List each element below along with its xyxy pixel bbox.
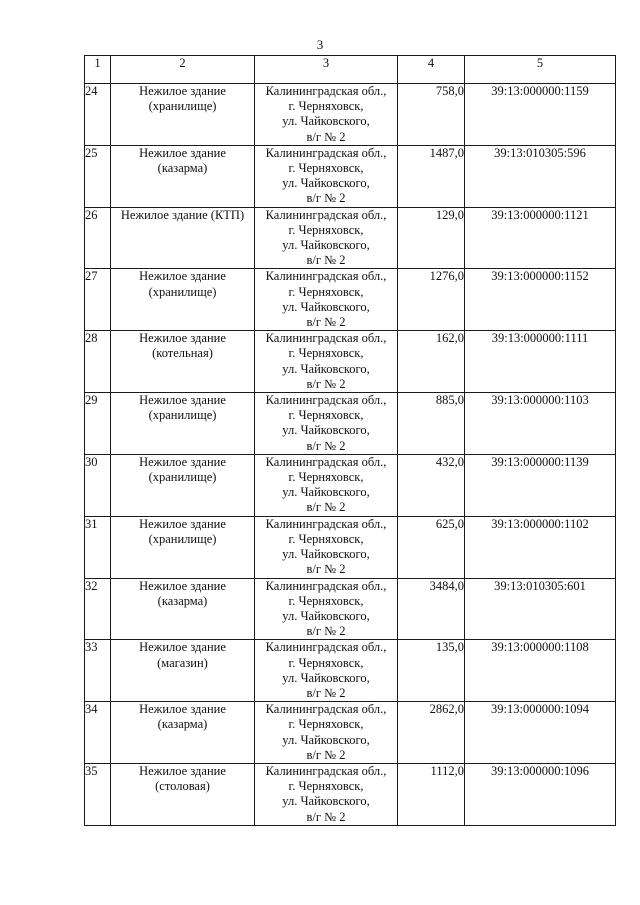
table-row xyxy=(85,454,616,516)
building-name-line: (казарма) xyxy=(157,717,208,732)
column-header-area: 4 xyxy=(398,56,465,84)
building-name-line: (котельная) xyxy=(152,346,213,361)
building-name xyxy=(111,331,255,393)
building-address xyxy=(255,331,398,393)
building-address-line: ул. Чайковского, xyxy=(282,732,370,747)
building-area: 162,0 xyxy=(398,331,465,393)
building-address-line: в/г № 2 xyxy=(306,562,346,577)
building-address xyxy=(255,454,398,516)
building-address-line: г. Черняховск, xyxy=(288,408,364,423)
cadastral-number: 39:13:000000:1103 xyxy=(465,393,616,455)
building-address xyxy=(255,578,398,640)
cadastral-number: 39:13:000000:1152 xyxy=(465,269,616,331)
row-number: 27 xyxy=(85,269,111,331)
building-name-line: Нежилое здание xyxy=(139,454,226,469)
building-address-line: Калининградская обл., xyxy=(265,578,387,593)
building-address-line: ул. Чайковского, xyxy=(282,423,370,438)
building-area: 3484,0 xyxy=(398,578,465,640)
building-address-line: ул. Чайковского, xyxy=(282,794,370,809)
cadastral-number: 39:13:000000:1096 xyxy=(465,763,616,825)
table-row xyxy=(85,763,616,825)
building-address-line: Калининградская обл., xyxy=(265,640,387,655)
building-address-line: ул. Чайковского, xyxy=(282,361,370,376)
row-number: 33 xyxy=(85,640,111,702)
building-address-line: в/г № 2 xyxy=(306,315,346,330)
building-address-line: г. Черняховск, xyxy=(288,717,364,732)
building-address-line: в/г № 2 xyxy=(306,376,346,391)
building-name-line: (хранилище) xyxy=(148,284,217,299)
building-name xyxy=(111,393,255,455)
building-address-line: Калининградская обл., xyxy=(265,145,387,160)
building-name-line: Нежилое здание xyxy=(139,640,226,655)
building-name-line: (хранилище) xyxy=(148,531,217,546)
building-name-line: (столовая) xyxy=(155,779,210,794)
building-name-line: Нежилое здание xyxy=(139,145,226,160)
page-number: 3 xyxy=(316,37,324,52)
building-name-line: Нежилое здание xyxy=(139,84,226,98)
building-address-line: в/г № 2 xyxy=(306,438,346,453)
building-address-line: ул. Чайковского, xyxy=(282,176,370,191)
building-name xyxy=(111,640,255,702)
building-area: 2862,0 xyxy=(398,702,465,764)
table-row xyxy=(85,331,616,393)
building-address-line: г. Черняховск, xyxy=(288,593,364,608)
building-name-line: (казарма) xyxy=(157,161,208,176)
building-address-line: в/г № 2 xyxy=(306,129,346,144)
building-address-line: Калининградская обл., xyxy=(265,331,387,346)
building-area: 885,0 xyxy=(398,393,465,455)
building-area: 135,0 xyxy=(398,640,465,702)
building-name-line: Нежилое здание xyxy=(139,331,226,346)
row-number: 31 xyxy=(85,516,111,578)
property-registry-table xyxy=(84,55,616,826)
table-row xyxy=(85,269,616,331)
building-address-line: г. Черняховск, xyxy=(288,346,364,361)
table-row xyxy=(85,207,616,269)
building-name-line: Нежилое здание (КТП) xyxy=(120,207,245,222)
cadastral-number: 39:13:000000:1159 xyxy=(465,84,616,146)
building-name-line: Нежилое здание xyxy=(139,516,226,531)
building-address-line: в/г № 2 xyxy=(306,685,346,700)
building-address xyxy=(255,84,398,146)
row-number: 29 xyxy=(85,393,111,455)
building-address-line: Калининградская обл., xyxy=(265,84,387,98)
row-number: 26 xyxy=(85,207,111,269)
building-address-line: г. Черняховск, xyxy=(288,531,364,546)
building-address-line: г. Черняховск, xyxy=(288,222,364,237)
building-address-line: г. Черняховск, xyxy=(288,470,364,485)
building-name-line: Нежилое здание xyxy=(139,578,226,593)
building-area: 432,0 xyxy=(398,454,465,516)
table-row xyxy=(85,145,616,207)
row-number: 32 xyxy=(85,578,111,640)
building-name-line: Нежилое здание xyxy=(139,393,226,408)
cadastral-number: 39:13:000000:1108 xyxy=(465,640,616,702)
row-number: 34 xyxy=(85,702,111,764)
building-name xyxy=(111,145,255,207)
building-address xyxy=(255,763,398,825)
building-name-line: (хранилище) xyxy=(148,99,217,114)
cadastral-number: 39:13:000000:1139 xyxy=(465,454,616,516)
building-address-line: г. Черняховск, xyxy=(288,655,364,670)
building-name-line: Нежилое здание xyxy=(139,763,226,778)
table-row xyxy=(85,516,616,578)
building-address xyxy=(255,269,398,331)
building-name xyxy=(111,763,255,825)
building-address-line: ул. Чайковского, xyxy=(282,608,370,623)
building-address xyxy=(255,516,398,578)
building-name-line: (магазин) xyxy=(157,655,208,670)
table-row xyxy=(85,702,616,764)
cadastral-number: 39:13:010305:596 xyxy=(465,145,616,207)
column-header-name: 2 xyxy=(111,56,255,84)
building-address xyxy=(255,145,398,207)
building-name xyxy=(111,578,255,640)
building-address-line: ул. Чайковского, xyxy=(282,114,370,129)
building-address xyxy=(255,393,398,455)
building-name xyxy=(111,516,255,578)
row-number: 30 xyxy=(85,454,111,516)
table-row xyxy=(85,84,616,146)
building-name xyxy=(111,207,255,269)
building-address-line: в/г № 2 xyxy=(306,624,346,639)
cadastral-number: 39:13:000000:1121 xyxy=(465,207,616,269)
building-address-line: ул. Чайковского, xyxy=(282,299,370,314)
building-area: 758,0 xyxy=(398,84,465,146)
row-number: 24 xyxy=(85,84,111,146)
building-name-line: (хранилище) xyxy=(148,470,217,485)
cadastral-number: 39:13:000000:1102 xyxy=(465,516,616,578)
row-number: 25 xyxy=(85,145,111,207)
building-address-line: ул. Чайковского, xyxy=(282,485,370,500)
building-name xyxy=(111,454,255,516)
column-header-cadastral: 5 xyxy=(465,56,616,84)
table-header-row xyxy=(85,56,616,84)
building-address-line: Калининградская обл., xyxy=(265,763,387,778)
building-area: 625,0 xyxy=(398,516,465,578)
building-address xyxy=(255,640,398,702)
building-address-line: Калининградская обл., xyxy=(265,207,387,222)
cadastral-number: 39:13:010305:601 xyxy=(465,578,616,640)
building-address-line: ул. Чайковского, xyxy=(282,238,370,253)
row-number: 28 xyxy=(85,331,111,393)
column-header-number: 1 xyxy=(85,56,111,84)
building-address-line: Калининградская обл., xyxy=(265,516,387,531)
building-address xyxy=(255,207,398,269)
building-address-line: ул. Чайковского, xyxy=(282,547,370,562)
building-name-line: (казарма) xyxy=(157,593,208,608)
building-address-line: Калининградская обл., xyxy=(265,702,387,717)
building-address-line: г. Черняховск, xyxy=(288,284,364,299)
building-address-line: в/г № 2 xyxy=(306,500,346,515)
building-address-line: в/г № 2 xyxy=(306,191,346,206)
building-name xyxy=(111,702,255,764)
building-name-line: (хранилище) xyxy=(148,408,217,423)
building-address-line: ул. Чайковского, xyxy=(282,670,370,685)
building-address-line: в/г № 2 xyxy=(306,809,346,824)
building-address-line: в/г № 2 xyxy=(306,747,346,762)
building-name-line: Нежилое здание xyxy=(139,269,226,284)
building-address-line: г. Черняховск, xyxy=(288,99,364,114)
building-area: 1112,0 xyxy=(398,763,465,825)
column-header-address: 3 xyxy=(255,56,398,84)
building-address xyxy=(255,702,398,764)
building-address-line: г. Черняховск, xyxy=(288,779,364,794)
building-area: 129,0 xyxy=(398,207,465,269)
building-name-line: Нежилое здание xyxy=(139,702,226,717)
building-area: 1487,0 xyxy=(398,145,465,207)
table-row xyxy=(85,393,616,455)
building-address-line: Калининградская обл., xyxy=(265,393,387,408)
building-address-line: Калининградская обл., xyxy=(265,269,387,284)
building-area: 1276,0 xyxy=(398,269,465,331)
building-name xyxy=(111,269,255,331)
table-body xyxy=(85,56,616,826)
building-name xyxy=(111,84,255,146)
table-row xyxy=(85,578,616,640)
building-address-line: г. Черняховск, xyxy=(288,161,364,176)
building-address-line: Калининградская обл., xyxy=(265,454,387,469)
table-row xyxy=(85,640,616,702)
cadastral-number: 39:13:000000:1094 xyxy=(465,702,616,764)
row-number: 35 xyxy=(85,763,111,825)
building-address-line: в/г № 2 xyxy=(306,253,346,268)
cadastral-number: 39:13:000000:1111 xyxy=(465,331,616,393)
